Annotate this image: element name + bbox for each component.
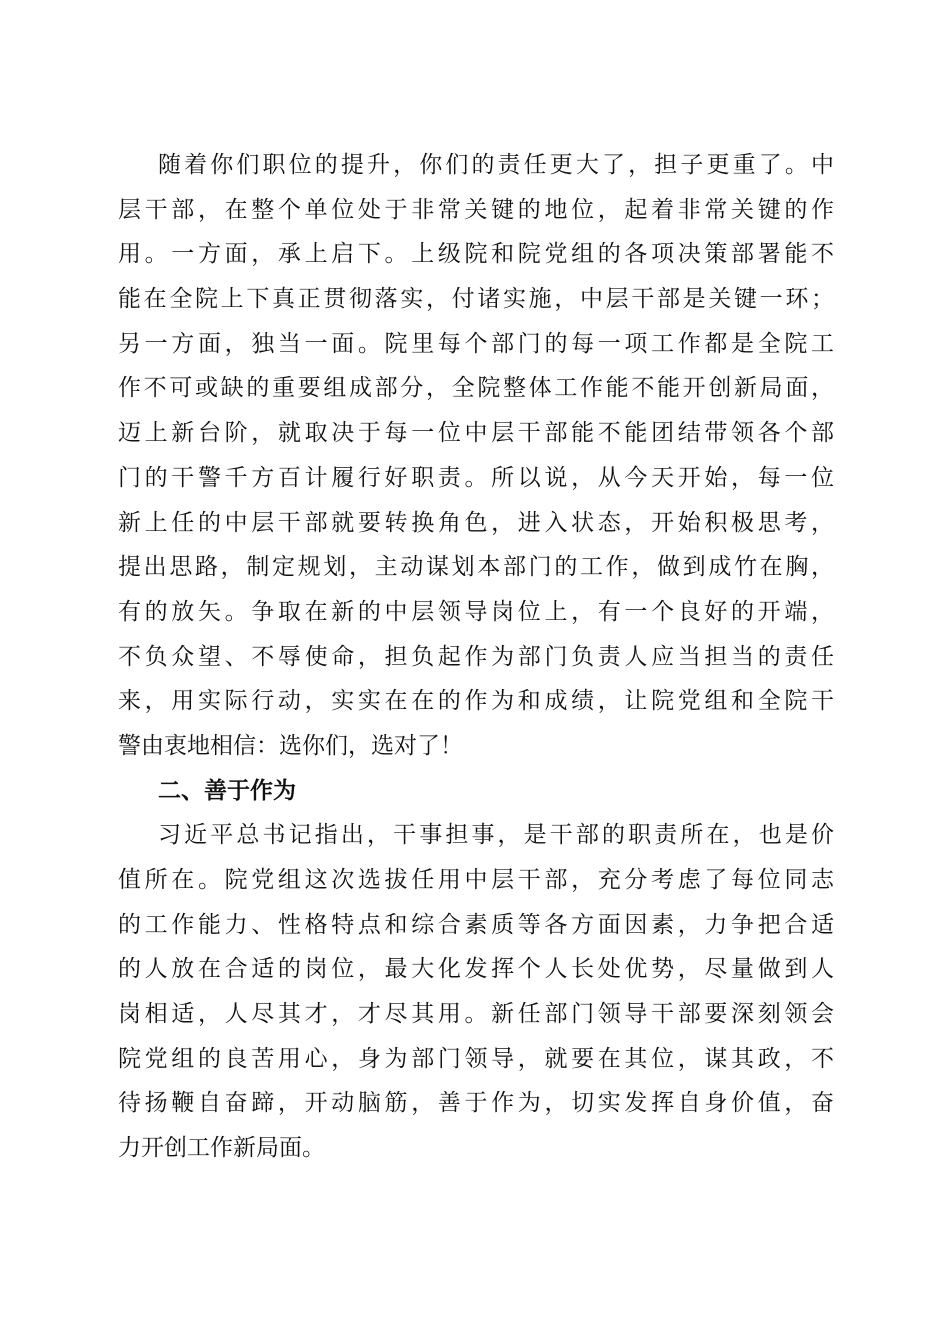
paragraph-line: 能在全院上下真正贯彻落实，付诸实施，中层干部是关键一环； (118, 286, 834, 313)
paragraph-line: 另一方面，独当一面。院里每个部门的每一项工作都是全院工 (118, 330, 834, 357)
paragraph-line: 新上任的中层干部就要转换角色，进入状态，开始积极思考， (118, 509, 834, 536)
paragraph-line: 值所在。院党组这次选拔任用中层干部，充分考虑了每位同志 (118, 867, 834, 893)
paragraph-responsibility (118, 143, 834, 769)
paragraph-line: 随着你们职位的提升，你们的责任更大了，担子更重了。中 (158, 152, 834, 178)
paragraph-line: 提出思路，制定规划，主动谋划本部门的工作，做到成竹在胸， (118, 554, 834, 581)
paragraph-line: 院党组的良苦用心，身为部门领导，就要在其位，谋其政，不 (118, 1045, 834, 1072)
paragraph-line: 的人放在合适的岗位，最大化发挥个人长处优势，尽量做到人 (118, 956, 834, 983)
paragraph-line: 迈上新台阶，就取决于每一位中层干部能不能团结带领各个部 (118, 420, 834, 447)
paragraph-line: 来，用实际行动，实实在在的作为和成绩，让院党组和全院干 (118, 688, 834, 715)
paragraph-be-good-at-acting (118, 813, 834, 1171)
paragraph-line: 门的干警千方百计履行好职责。所以说，从今天开始，每一位 (118, 464, 834, 491)
document-body (118, 143, 834, 1171)
section-heading: 二、善于作为 (158, 777, 296, 804)
paragraph-line: 力开创工作新局面。 (118, 1135, 325, 1162)
paragraph-line: 作不可或缺的重要组成部分，全院整体工作能不能开创新局面， (118, 375, 834, 402)
paragraph-line: 待扬鞭自奋蹄，开动脑筋，善于作为，切实发挥自身价值，奋 (118, 1090, 834, 1117)
paragraph-line: 习近平总书记指出，干事担事，是干部的职责所在，也是价 (158, 822, 834, 849)
paragraph-line: 的工作能力、性格特点和综合素质等各方面因素，力争把合适 (118, 911, 834, 938)
paragraph-line: 岗相适，人尽其才，才尽其用。新任部门领导干部要深刻领会 (118, 1001, 834, 1028)
paragraph-line: 用。一方面，承上启下。上级院和院党组的各项决策部署能不 (118, 241, 834, 268)
paragraph-line: 有的放矢。争取在新的中层领导岗位上，有一个良好的开端， (118, 598, 834, 625)
paragraph-line: 层干部，在整个单位处于非常关键的地位，起着非常关键的作 (118, 196, 834, 223)
paragraph-line: 不负众望、不辱使命，担负起作为部门负责人应当担当的责任 (118, 643, 834, 670)
paragraph-line: 警由衷地相信：选你们，选对了！ (118, 732, 463, 759)
